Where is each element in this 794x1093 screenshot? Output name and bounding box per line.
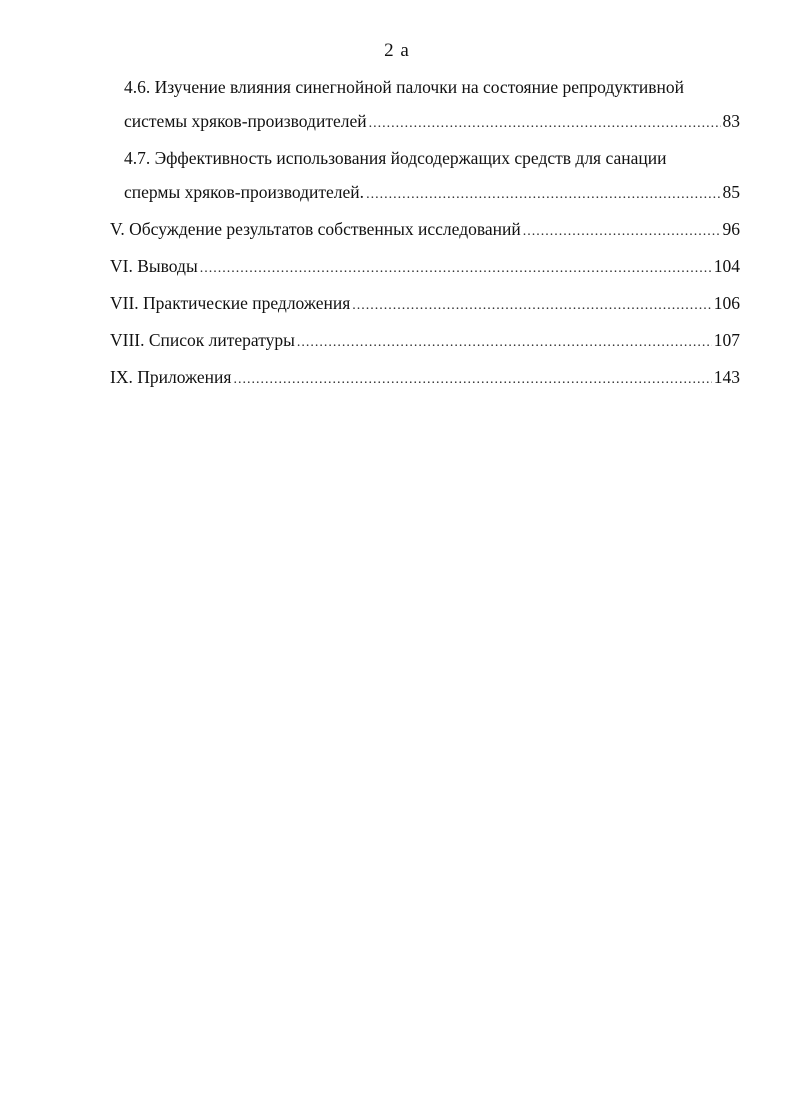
toc-entry-title: VI. Выводы: [110, 256, 198, 276]
toc-page-number: 96: [722, 219, 740, 239]
toc-entry-ix: [110, 360, 740, 397]
toc-page-number: 104: [713, 256, 740, 276]
dot-leader: [200, 252, 712, 286]
toc-entry-title: VII. Практические предложения: [110, 293, 351, 313]
dot-leader: [369, 107, 721, 141]
toc-entry-title: IX. Приложения: [110, 367, 232, 387]
dot-leader: [297, 326, 712, 360]
toc-entry-4-7: [110, 141, 740, 212]
toc-entry-viii: [110, 323, 740, 360]
toc-entry-title: 4.7. Эффективность использования йодсодержащих средств для санации: [124, 148, 667, 168]
toc-entry-title-continued: системы хряков-производителей: [124, 111, 367, 131]
dot-leader: [523, 215, 721, 249]
toc-page-number: 106: [713, 293, 740, 313]
toc-entry-title: V. Обсуждение результатов собственных исследований: [110, 219, 521, 239]
table-of-contents: [110, 70, 740, 397]
dot-leader: [352, 289, 711, 323]
toc-entry-vii: [110, 286, 740, 323]
toc-page-number: 85: [722, 182, 740, 202]
toc-entry-v: [110, 212, 740, 249]
toc-page-number: 143: [713, 367, 740, 387]
toc-entry-title-continued: спермы хряков-производителей.: [124, 182, 365, 202]
toc-entry-vi: [110, 249, 740, 286]
toc-entry-title: VIII. Список литературы: [110, 330, 295, 350]
page-number: 2 а: [384, 40, 410, 61]
toc-entry-4-6: [110, 70, 740, 141]
toc-entry-title: 4.6. Изучение влияния синегнойной палочки на состояние репродуктивной: [124, 77, 685, 97]
dot-leader: [366, 178, 720, 212]
toc-page-number: 107: [713, 330, 740, 350]
toc-page-number: 83: [722, 111, 740, 131]
dot-leader: [233, 363, 711, 397]
